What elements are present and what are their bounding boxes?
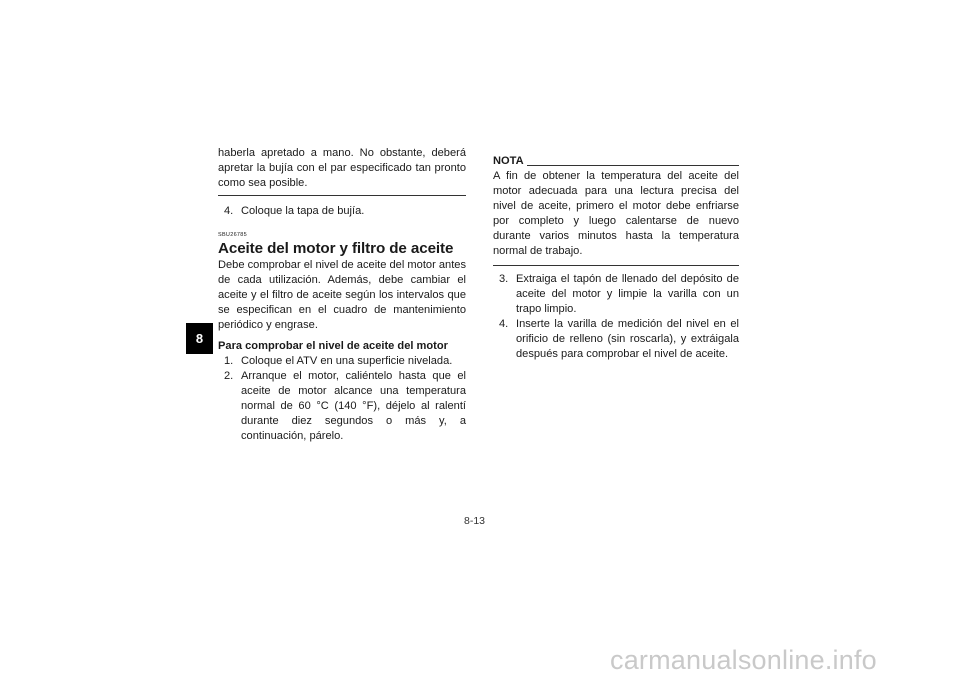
- step-text: Extraiga el tapón de llenado del depósito de aceite del motor y limpie la varilla con un trapo limpio.: [516, 273, 739, 315]
- nota-rule: [527, 165, 739, 166]
- nota-text: A fin de obtener la temperatura del aceite del motor adecuada para una lectura precisa del nivel de aceite, primero el motor debe enfriarse por completo y luego calentarse de nuevo durante varios minutos hasta la temperatura normal de trabajo.: [493, 170, 739, 257]
- step-4-varilla: [493, 317, 739, 362]
- step-number: 4.: [499, 318, 509, 330]
- nota-label: NOTA: [493, 155, 524, 167]
- step-2: [218, 369, 466, 444]
- chapter-tab: 8: [186, 323, 213, 354]
- step-number: 3.: [499, 273, 509, 285]
- nota-end-divider: [493, 265, 739, 266]
- nota-header: [493, 154, 739, 169]
- divider: [218, 195, 466, 196]
- step-number: 2.: [224, 370, 234, 382]
- step-text: Inserte la varilla de medición del nivel en el orificio de relleno (sin roscarla), y extráigala después para comprobar el nivel de aceite.: [516, 318, 739, 360]
- step-text: Coloque la tapa de bujía.: [241, 205, 365, 217]
- subheading: Para comprobar el nivel de aceite del motor: [218, 340, 448, 352]
- continued-text: haberla apretado a mano. No obstante, deberá apretar la bujía con el par especificado tan pronto como sea posible.: [218, 147, 466, 189]
- section-heading: Aceite del motor y filtro de aceite: [218, 240, 454, 257]
- step-4-bujia: [218, 204, 466, 219]
- step-text: Coloque el ATV en una superficie nivelada.: [241, 355, 453, 367]
- left-column: [218, 146, 466, 444]
- watermark: carmanualsonline.info: [610, 645, 877, 675]
- right-column: [493, 154, 739, 362]
- section-intro: Debe comprobar el nivel de aceite del motor antes de cada utilización. Además, debe cambiar el aceite y el filtro de aceite según los intervalos que se especifican en el cuadro de mantenimiento periódico y engrase.: [218, 259, 466, 331]
- step-number: 4.: [224, 205, 234, 217]
- section-code: SBU26785: [218, 232, 248, 238]
- step-number: 1.: [224, 355, 234, 367]
- step-3: [493, 272, 739, 317]
- step-1: [218, 354, 466, 369]
- page-number: 8-13: [464, 515, 486, 527]
- step-text: Arranque el motor, caliéntelo hasta que el aceite de motor alcance una temperatura normal de 60 °C (140 °F), déjelo al ralentí durante diez segundos o más y, a continuación, párelo.: [241, 370, 466, 442]
